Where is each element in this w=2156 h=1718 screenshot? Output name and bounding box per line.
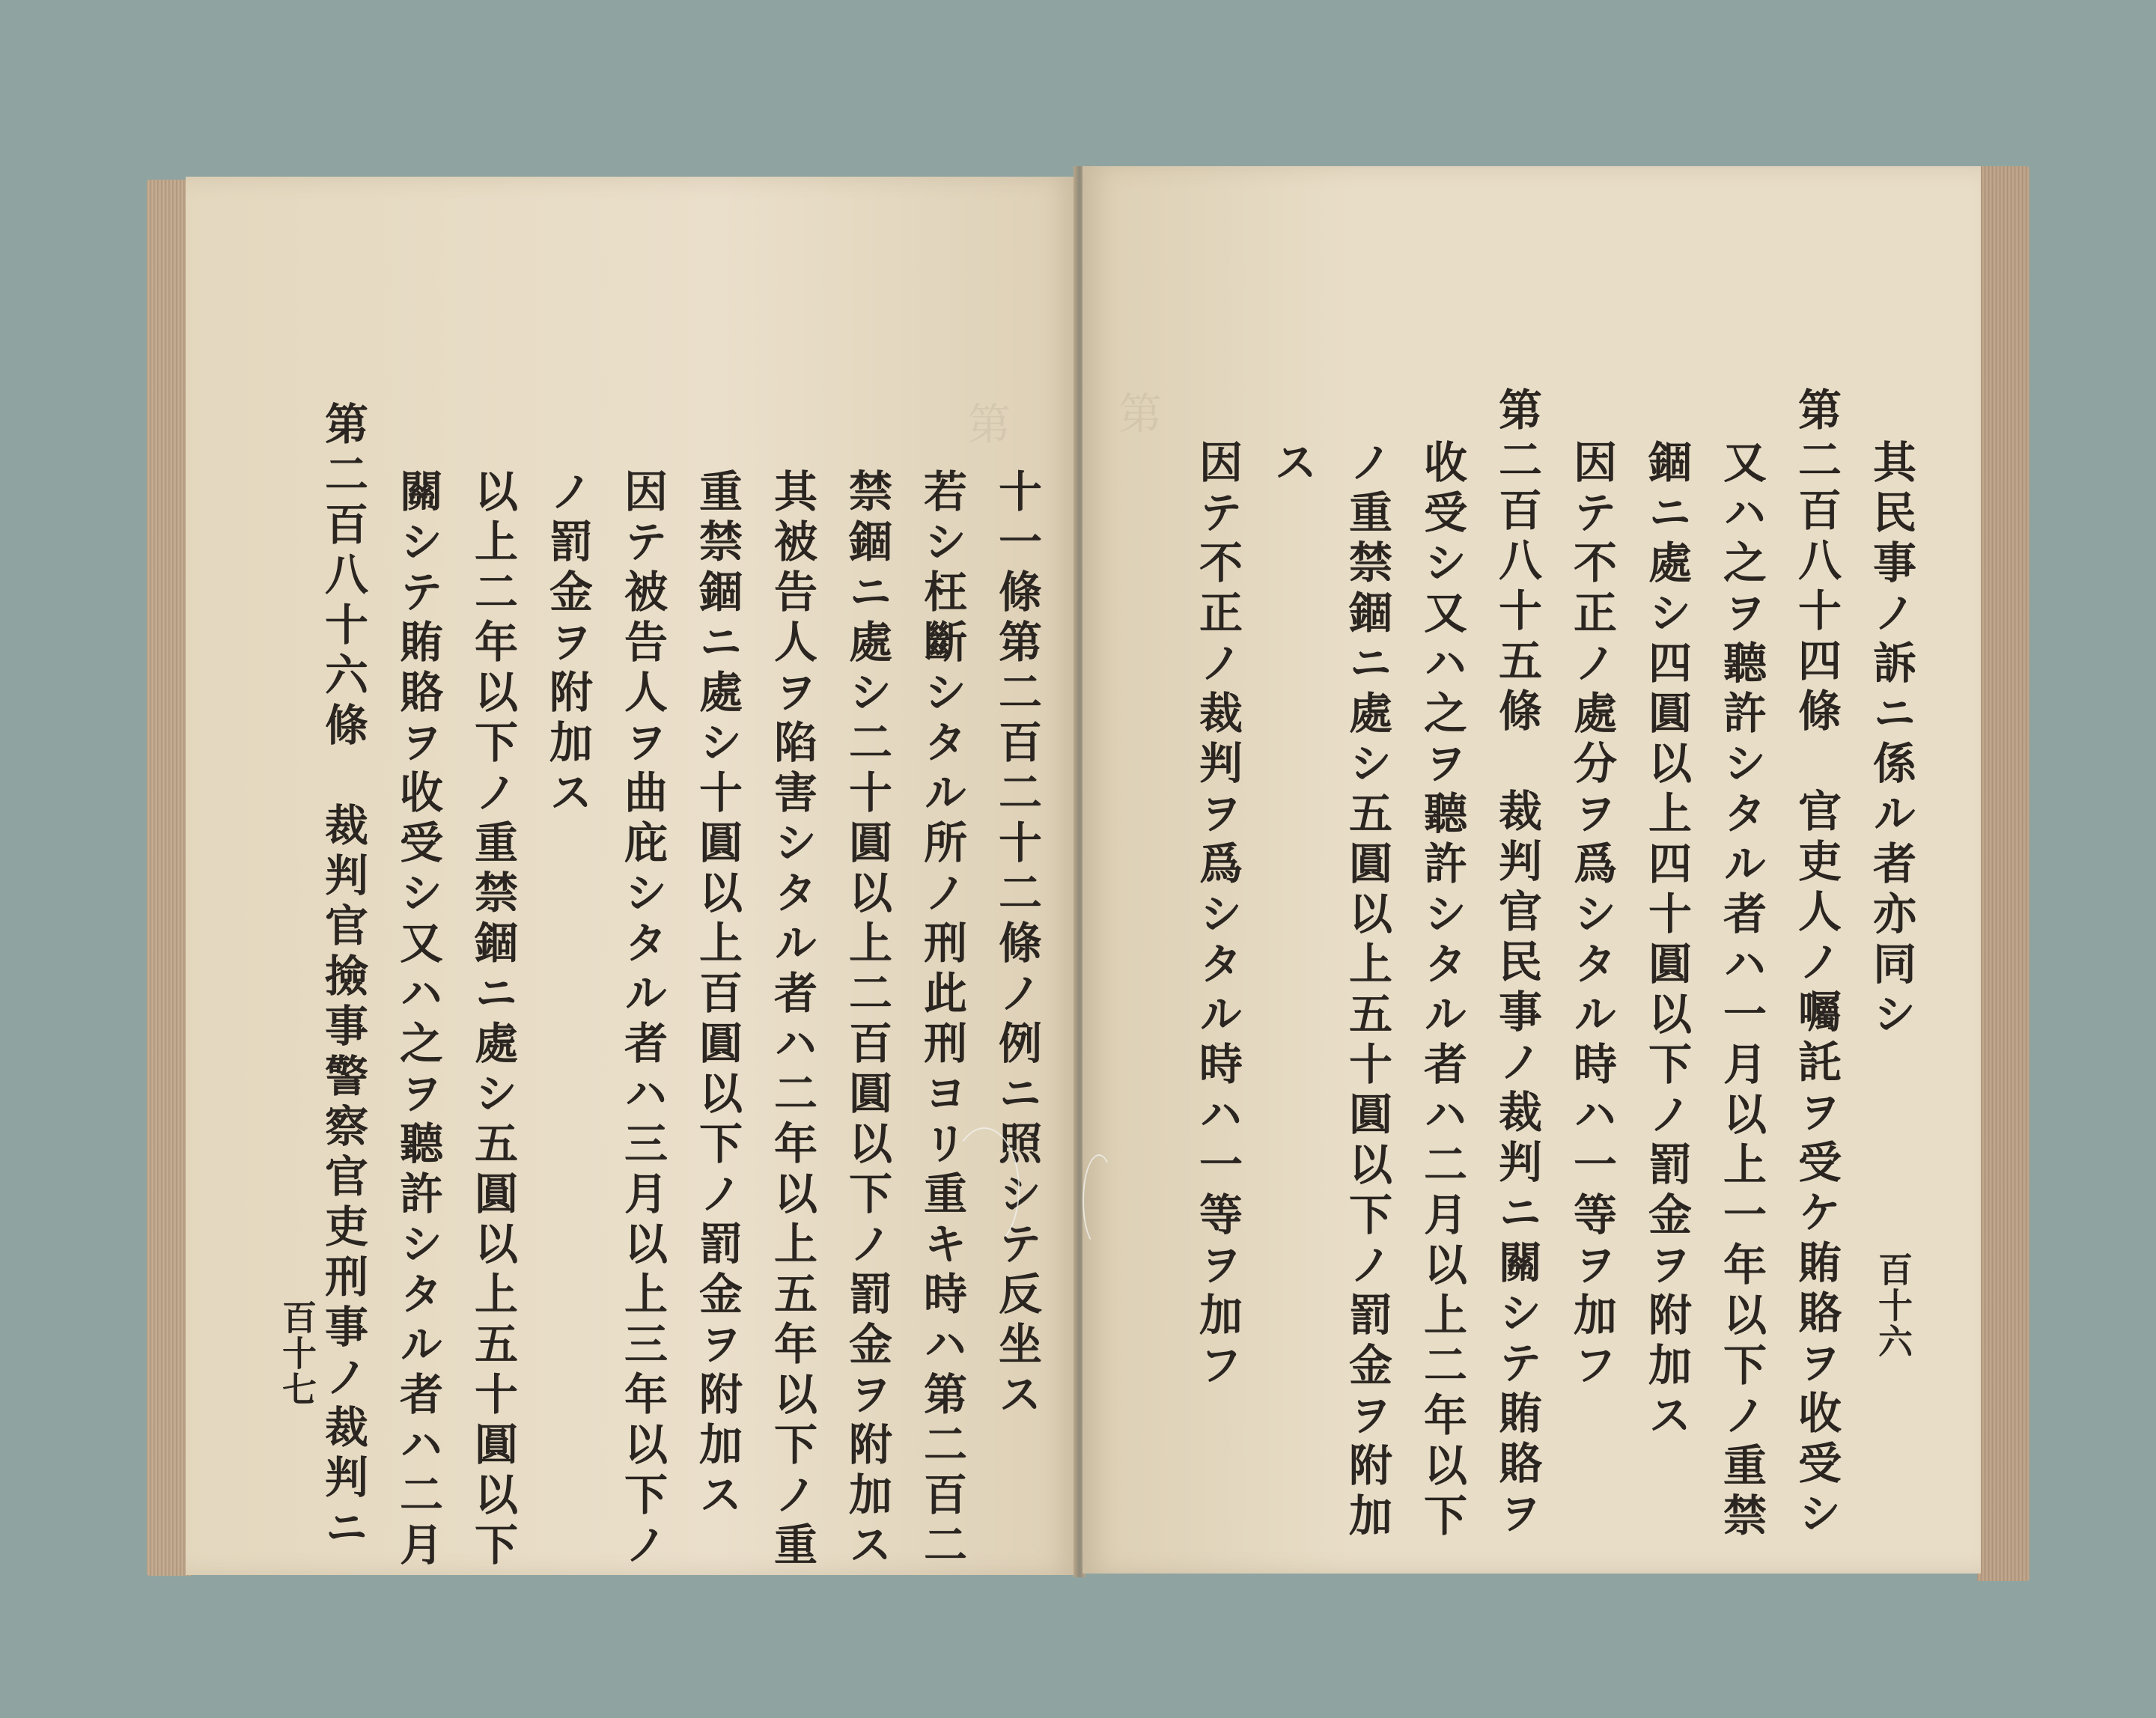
- left-col-5: 因テ被告人ヲ曲庇シタル者ハ三月以上三年以下ノ: [617, 469, 668, 1572]
- left-col-4: ノ罰金ヲ附加ス: [542, 469, 593, 820]
- right-page-edges: [1977, 166, 2029, 1581]
- left-col-2: 關シテ賄賂ヲ收受シ又ハ之ヲ聽許シタル者ハ二月: [392, 469, 443, 1572]
- left-col-7: 其被告人ヲ陷害シタル者ハ二年以上五年以下ノ重: [767, 469, 817, 1572]
- right-col-7: 收受シ又ハ之ヲ聽許シタル者ハ二月以上二年以下: [1416, 439, 1467, 1543]
- thread-fiber: [1082, 1154, 1115, 1247]
- right-page-number: 百十六: [1873, 1252, 1913, 1359]
- show-through-text: 第: [1111, 391, 1162, 441]
- right-col-3: 又ハ之ヲ聽許シタル者ハ一月以上一年以下ノ重禁: [1716, 439, 1767, 1543]
- right-col-9: ス: [1267, 439, 1318, 490]
- left-col-1: 第二百八十六條 裁判官撿事警察官吏刑事ノ裁判ニ: [317, 401, 368, 1555]
- left-page-edges: [147, 180, 192, 1576]
- right-col-8: ノ重禁錮ニ處シ五圓以上五十圓以下ノ罰金ヲ附加: [1342, 439, 1392, 1543]
- show-through-text: 第: [960, 401, 1011, 451]
- left-col-9: 若シ枉斷シタル所ノ刑此刑ヨリ重キ時ハ第二百二: [916, 469, 967, 1572]
- right-col-5: 因テ不正ノ處分ヲ爲シタル時ハ一等ヲ加フ: [1566, 439, 1617, 1392]
- right-col-1: 其民事ノ訴ニ係ル者亦同シ: [1866, 439, 1916, 1041]
- left-col-3: 以上二年以下ノ重禁錮ニ處シ五圓以上五十圓以下: [467, 469, 518, 1572]
- thread-fiber: [949, 1127, 1020, 1250]
- open-book: [147, 166, 2029, 1581]
- right-col-6: 第二百八十五條 裁判官民事ノ裁判ニ關シテ賄賂ヲ: [1491, 387, 1542, 1541]
- right-col-2: 第二百八十四條 官吏人ノ囑託ヲ受ケ賄賂ヲ收受シ: [1791, 387, 1842, 1541]
- left-col-8: 禁錮ニ處シ二十圓以上二百圓以下ノ罰金ヲ附加ス: [841, 469, 892, 1572]
- right-page: [1082, 166, 1981, 1574]
- left-col-10: 十一條第二百二十二條ノ例ニ照シテ反坐ス: [991, 469, 1042, 1422]
- left-col-6: 重禁錮ニ處シ十圓以上百圓以下ノ罰金ヲ附加ス: [692, 469, 743, 1522]
- left-page-number: 百十七: [277, 1300, 317, 1407]
- right-col-4: 錮ニ處シ四圓以上四十圓以下ノ罰金ヲ附加ス: [1641, 439, 1692, 1443]
- right-col-10: 因テ不正ノ裁判ヲ爲シタル時ハ一等ヲ加フ: [1192, 439, 1243, 1392]
- left-page: [186, 177, 1077, 1575]
